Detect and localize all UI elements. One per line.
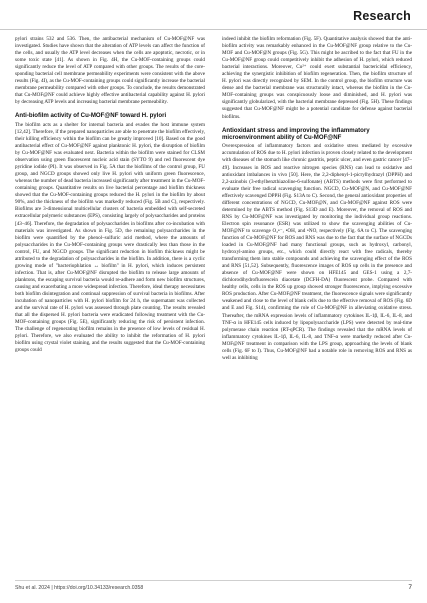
body-paragraph: Overexpression of inflammatory factors and oxidative stress mediated by excessive accumulation of ROS due to H. pylori infection is proven closely related to the development with diseases of the stomach like chronic gastritis, peptic ulcer, and even gastric cancer [47–49]. Increases in ROS and reactive nitrogen species (RNS) can lead to oxidative and antioxidant imbalances in vivo [50]. Here, the 2,2-diphenyl-1-picrylhydrazyl (DPPH) and 2,2-azinobis (3-ethylbenzthiazoline-6-sulfonate) (ABTS) methods were first performed to evaluate their free radical scavenging function. NGCD, Cu-MOF@N, and Cu-MOF@NF effectively scavenged DPPH (Fig. S13A to C). Second, the general antioxidant properties of different concentrations of NGCD, Cu-MOF@N, and Cu-MOF@NF against ROS were determined by the ABTS method (Fig. S13D and E). Moreover, the removal of ROS and RNS by Cu-MOF@NF was investigated by monitoring the individual group reactions. Electron spin resonance (ESR) was utilized to show the scavenging abilities of Cu-MOF@NF to scavenge O₂•⁻, •OH, and •NO, respectively (Fig. 6A to C). The scavenging function of Cu-MOF@NF for ROS and RNS was due to the fact that the surface of NGCDs loaded in Cu-MOF@NF had many functional groups, such as hydroxyl, carbonyl, hydroxyl-amino groups, etc., which could directly react with free radicals, thereby transforming them into stable compounds and achieving the scavenging effect of the ROS and RNS [51,52]. Subsequently, fluorescence images of ROS up cells in the presence and absence of Cu-MOF@NF were shown on HFE145 and GES-1 using a 2,7-dichlorodihydrofluorescein diacetate (DCFH-DA) fluorescent probe. Compared with healthy cells, cells in the ROS up group showed stronger fluorescence, implying excessive ROS production. After Cu-MOF@NF treatment, the fluorescence signals were significantly weakened and close to the level of blank cells due to the effective removal of ROS (Fig. 6D and E and Fig. S14), confirming the role of Cu-MOF@NF in alleviating oxidative stress. Thereafter, the mRNA expression levels of inflammatory cytokines IL-1β, IL-6, IL-8, and TNF-α in HFE145 cells induced by lipopolysaccharide (LPS) were detected by real-time polymerase chain reaction (RT-qPCR). The findings revealed that the mRNA levels of inflammatory cytokines IL-1β, IL-6, IL-8, and TNF-α were markedly reduced after Cu-MOF@NF treatment in comparison with the LPS group, approaching the levels of blank cells (Fig. 6F to I). Thus, Cu-MOF@NF had a notable role in removing ROS and RNS as well as inhibiting xyxy=(222,143,413,361)
body-paragraph: indeed inhibit the biofilm reformation (Fig. 5F). Quantitative analysis showed that the anti-biofilm activity was remarkably enhanced in the Cu-MOF@NF group relative to the Cu-MOF and Cu-MOF@N groups (Fig. 5G). This might be ascribed to the fact that FU in the Cu-MOF@NF group could competitively inhibit the adhesion of H. pylori, which reduced bacterial interactions. Moreover, Cu²⁺ could exert substantial bactericidal efficiency, achieving the synergistic inhibition of biofilm regeneration. Then, the biofilm structure of H. pylori was directly recognized by SEM. In the control group, the biofilm structure was dense and the bacterial membrane was structurally intact, whereas the biofilm in the Cu-MOF-containing groups was conspicuously loose and diminished, and H. pylori was significantly globularized, with the bacterial membrane depressed (Fig. 5H). These findings suggested that Cu-MOF@NF might be a potential candidate for defense against bacterial biofilms. xyxy=(222,36,412,120)
right-column xyxy=(222,36,412,363)
journal-name: Research xyxy=(353,9,411,23)
citation-line[interactable]: Shu et al. 2024 | https://doi.org/10.34133/research.0358 xyxy=(15,585,144,591)
left-column xyxy=(15,36,205,355)
body-paragraph: The biofilm acts as a shelter for internal bacteria and evades the host immune system [12,42]. Therefore, if the prepared nanoparticles are able to penetrate the biofilm effectively, their killing efficiency within the biofilm can be greatly improved [10]. Based on the good antibacterial effect of Cu-MOF@NF against planktonic H. pylori, the disruption of biofilm by Cu-MOF@NF was evaluated next. Bacteria within the biofilm were stained for CLSM observation using green fluorescent nucleic acid stain (SYTO 9) and red fluorescent dye pyridine iodide (PI). It was observed in Fig. 5A that the biofilms of the control group, FU group, and NGCD groups showed only live H. pylori with uniform green fluorescence, whereas the number of dead bacteria increased significantly after treatment in the Cu-MOF-containing groups. Quantitative results on live bacterial percentage and biofilm thickness showed that the Cu-MOF-containing groups reduced the H. pylori in the biofilm by about 90%, and the thickness of the biofilm was markedly reduced (Fig. 5B and C), respectively. Biofilms are 3-dimensional multicellular clusters of bacteria embedded with self-secreted extracellular polymeric substances (EPS), consisting largely of polysaccharides and proteins [43–46]. Therefore, the degradation of polysaccharides in biofilms after co-incubation with materials was investigated. As shown in Fig. 5D, the remaining polysaccharides in the biofilm were quantified by the phenol–sulfuric acid method, where the amounts of polysaccharides in the Cu-MOF-containing groups were drastically less than those in the control, FU, and NGCD groups. The significant reduction in biofilm thickness might be attributed to the degradation of polysaccharides in the biofilm. In addition, there is a cyclic growing mode of "bacteriophlation ↔ biofilm" in H. pylori, which induces persistent infection. That is, after Cu-MOF@NF disrupted the biofilm to release large amounts of planktons, the escaping survival bacteria would re-adhere and form new biofilm structures, causing and exacerbating a more widespread infection. Therefore, ideal therapy necessitates both biofilm disintegration and continual suppression of survival bacteria in biofilms. After incubation of nanoparticles with H. pylori biofilm for 24 h, the supernatant was collected and the survival rate of H. pylori was assessed through plate counting. The results revealed that all the dispersed H. pylori bacteria were eradicated following treatment with the Cu-MOF-containing groups (Fig. 5E), significantly reducing the risk of persistent infection. The challenge of regenerating biofilm remains in the presence of low levels of residual H. pylori. Therefore, we also evaluated the ability to inhibit the reformation of H. pylori biofilm using crystal violet staining, and the results suggested that the Cu-MOF-containing groups could xyxy=(15,121,205,354)
page-number: 7 xyxy=(408,584,412,591)
section-heading: Anti-biofilm activity of Cu-MOF@NF toward H. pylori xyxy=(15,112,167,120)
page-footer xyxy=(15,580,412,592)
body-paragraph: pylori strains 532 and 536. Then, the antibacterial mechanism of Cu-MOF@NF was investigated. Studies have shown that the alteration of ATP levels can affect the function of the cells, and usually the ATP level decreases when the cells are apoptotic, necrotic, or in some toxic state [41]. As shown in Fig. 4H, the Cu-MOF-containing groups could significantly reduce the level of ATP compared with other groups. The results of the core-sponding bacterial cell membrane permeability experiments were consistent with the above results (Fig. 4I), as the Cu-MOF-containing groups could significantly increase the bacterial membrane permeability compared with other groups. To conclude, the results demonstrated that Cu-MOF@NF could achieve highly effective antibacterial capability against H. pylori by decreasing ATP levels and increasing bacterial membrane permeability. xyxy=(15,36,205,106)
section-heading: Antioxidant stress and improving the inflammatory microenvironment ability of Cu-MOF@NF xyxy=(222,126,370,141)
page-header xyxy=(0,0,427,30)
